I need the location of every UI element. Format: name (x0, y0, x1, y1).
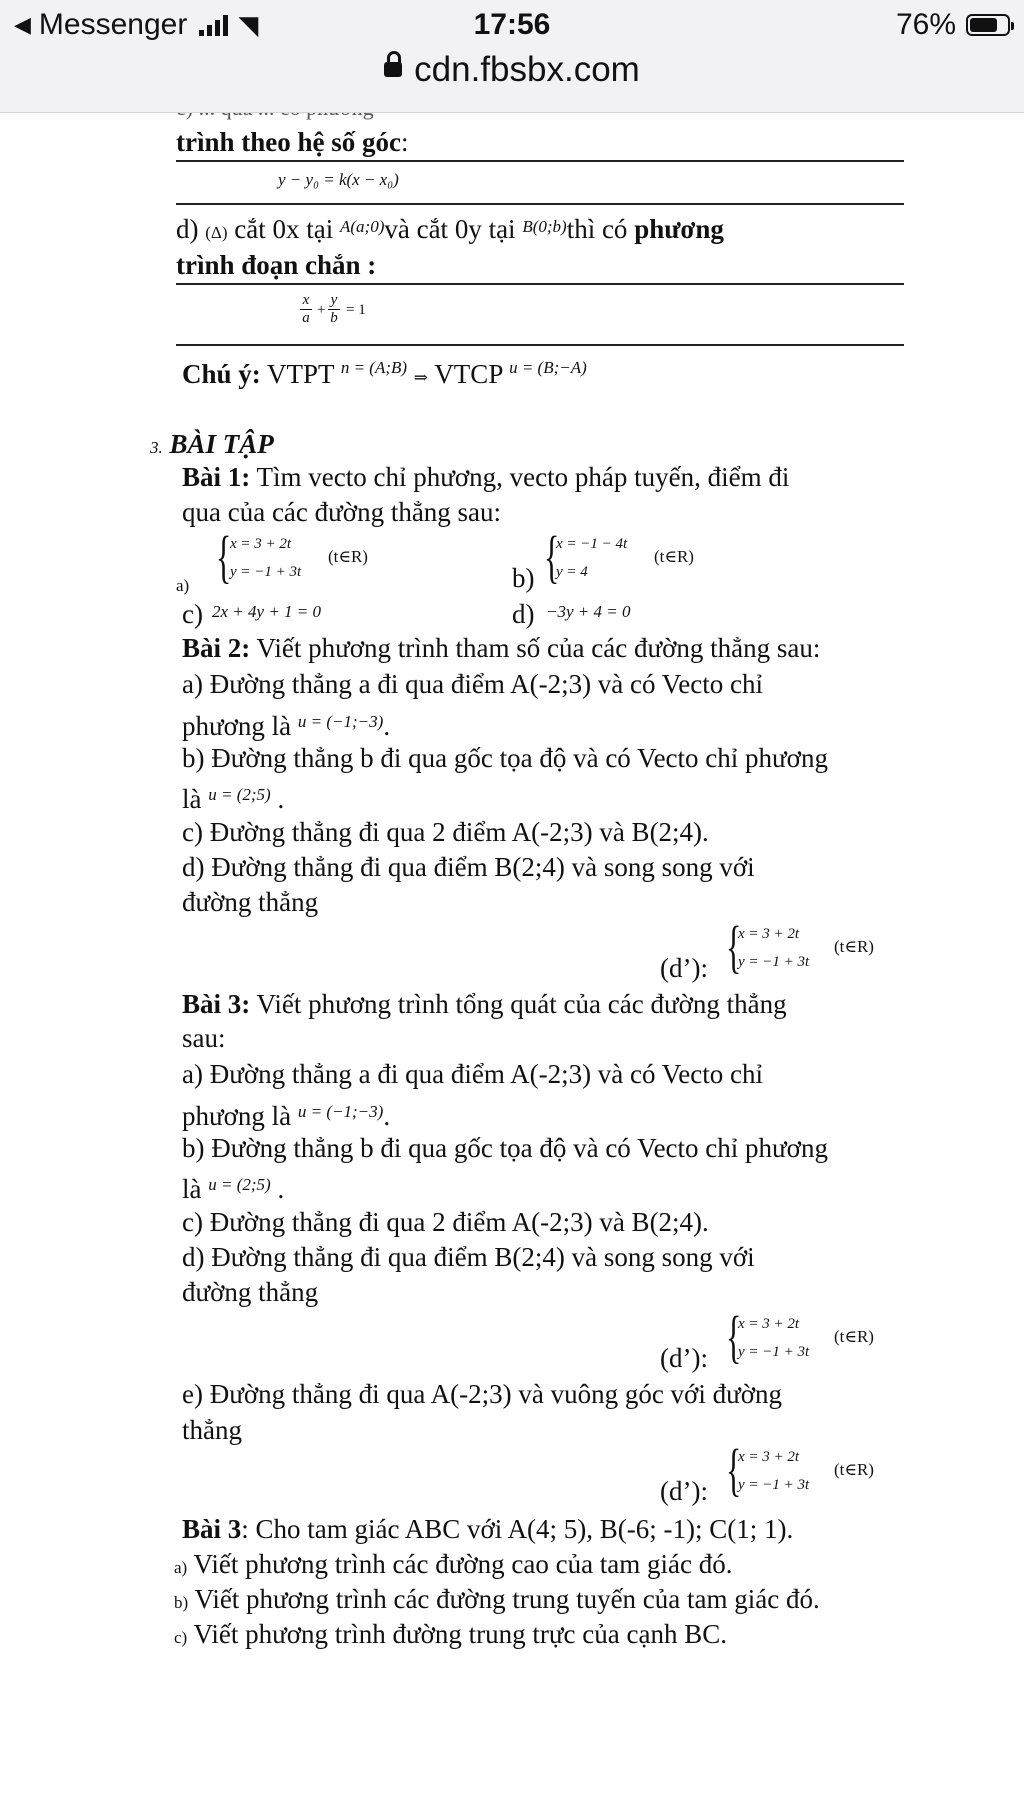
bai2-sys-x: x = 3 + 2t (738, 926, 800, 942)
bai1-b-y: y = 4 (556, 564, 588, 580)
bai2-a-line1: a) Đường thẳng a đi qua điểm A(-2;3) và có Vecto chỉ (182, 669, 764, 699)
bai2-b-line1: b) Đường thẳng b đi qua gốc tọa độ và có Vecto chỉ phương (182, 743, 828, 773)
battery-percent: 76% (895, 8, 956, 41)
bai1-a-y: y = −1 + 3t (230, 564, 302, 580)
divider (176, 203, 904, 205)
bai3-heading-line2: sau: (182, 1023, 226, 1053)
last-a: a) Viết phương trình các đường cao của tam giác đó. (174, 1549, 733, 1579)
bai2-d-line2: đường thẳng (182, 887, 319, 917)
bai3-e-line2: thẳng (182, 1415, 242, 1445)
note-line: Chú ý: VTPT $^{n = (A;B)}$ ⇒ VTCP $^{u = (B;-A)}$ (182, 358, 587, 389)
clock: 17:56 (473, 8, 551, 41)
bai1-b-x: x = −1 − 4t (556, 536, 628, 552)
bai1-c-eq: 2x + 4y + 1 = 0 (212, 602, 322, 621)
bai3-b-line2: là $^{u = (2;5)}$ . (182, 1174, 285, 1204)
brace-icon: { (726, 1437, 742, 1502)
bai3-e-line1: e) Đường thẳng đi qua A(-2;3) và vuông góc với đường (182, 1379, 782, 1409)
bai2-dprime-label: (d’): (660, 953, 708, 983)
divider (176, 283, 904, 285)
bai1-a-cond: (t∈R) (328, 547, 368, 566)
bai3-a-line1: a) Đường thẳng a đi qua điểm A(-2;3) và có Vecto chỉ (182, 1059, 764, 1089)
last-c: c) Viết phương trình đường trung trực của cạnh BC. (174, 1619, 727, 1649)
bai1-a-label: a) (176, 576, 190, 595)
brace-icon: { (216, 524, 232, 589)
intercept-intro: d) (Δ) cắt 0x tại $^{A(a;0)}$và cắt 0y tại $^{B(0;b)}$thì có phương (176, 214, 724, 244)
brace-icon: { (544, 524, 560, 589)
brace-icon: { (726, 914, 742, 979)
bai1-d-eq: −3y + 4 = 0 (546, 602, 631, 621)
slope-formula: y − y₀ = k(x − x₀) (278, 170, 399, 189)
battery-icon (966, 14, 1010, 36)
last-b: b) Viết phương trình các đường trung tuyến của tam giác đó. (174, 1584, 820, 1614)
bai1-a-x: x = 3 + 2t (230, 536, 292, 552)
bai3b-heading: Bài 3: Cho tam giác ABC với A(4; 5), B(-6; -1); C(1; 1). (182, 1514, 794, 1544)
bai3-e-sys-y: y = −1 + 3t (738, 1477, 810, 1493)
status-bar (0, 0, 1024, 113)
bai1-line1: Bài 1: Tìm vecto chỉ phương, vecto pháp tuyến, điểm đi (182, 462, 790, 492)
bai1-c-label: c) (182, 599, 203, 629)
bai2-a-line2: phương là $^{u = (-1;-3)}$. (182, 711, 391, 741)
battery-status (896, 8, 1010, 42)
intercept-title: trình đoạn chắn : (176, 250, 377, 280)
wifi-icon: ◥ (238, 9, 259, 40)
bai2-cond: (t∈R) (834, 937, 874, 956)
address-bar[interactable] (0, 50, 1024, 90)
bai1-line2: qua của các đường thẳng sau: (182, 497, 502, 527)
bai2-d-line1: d) Đường thẳng đi qua điểm B(2;4) và song song với (182, 852, 755, 882)
bai3-c-line: c) Đường thẳng đi qua 2 điểm A(-2;3) và B(2;4). (182, 1207, 709, 1237)
bai3-e-sys-x: x = 3 + 2t (738, 1449, 800, 1465)
bai3-d-line2: đường thẳng (182, 1277, 319, 1307)
bai2-sys-y: y = −1 + 3t (738, 954, 810, 970)
divider (176, 160, 904, 162)
bai1-d-label: d) (512, 599, 535, 629)
bai3-b-line1: b) Đường thẳng b đi qua gốc tọa độ và có Vecto chỉ phương (182, 1133, 828, 1163)
bai2-heading: Bài 2: Viết phương trình tham số của các đường thẳng sau: (182, 633, 821, 663)
bai1-b-cond: (t∈R) (654, 547, 694, 566)
bai3-dprime-label: (d’): (660, 1343, 708, 1373)
bai3-cond: (t∈R) (834, 1327, 874, 1346)
back-arrow-icon: ◀ (14, 12, 31, 37)
bai3-d-line1: d) Đường thẳng đi qua điểm B(2;4) và song song với (182, 1242, 755, 1272)
section-heading: 3. BÀI TẬP (150, 429, 274, 459)
brace-icon: { (726, 1304, 742, 1369)
bai3-sys-x: x = 3 + 2t (738, 1316, 800, 1332)
bai3-e-dprime-label: (d’): (660, 1476, 708, 1506)
bai2-c-line: c) Đường thẳng đi qua 2 điểm A(-2;3) và B(2;4). (182, 817, 709, 847)
bai3-sys-y: y = −1 + 3t (738, 1344, 810, 1360)
bai3-heading: Bài 3: Viết phương trình tổng quát của các đường thẳng (182, 989, 787, 1019)
back-app-label: Messenger (38, 8, 188, 41)
slope-title: trình theo hệ số góc: (176, 127, 409, 157)
url-text: cdn.fbsbx.com (414, 50, 640, 89)
lock-icon (384, 62, 402, 77)
bai1-b-label: b) (512, 563, 535, 593)
document-page: trình theo hệ số góc: y − y₀ = k(x − x₀) d) (Δ) cắt 0x tại $^{A(a;0)}$và cắt 0y tại $^{B(0;b)}$thì có phương trình đoạn chắn : x a + y b = 1 Chú ý: VTPT $^{n = (A;B)}$ ⇒ VTCP $^{u = (B;-A)}$ 3. BÀI TẬP Bài 1: Tìm vecto chỉ phương, vecto pháp tuyến, điểm đi qua của các đường thẳng sau: a) { x = 3 + 2t y = −1 + 3t (t∈R) b) { x = −1 − 4t y = 4 (t∈R) c) 2x + 4y + 1 = 0 d) −3y + 4 = 0 Bài 2: Viết phương trình tham số của các đường thẳng sau: a) Đường thẳng a đi qua điểm A(-2;3) và có Vecto chỉ phương là $^{u = (-1;-3)}$. b) Đường thẳng b đi qua gốc tọa độ và có Vecto chỉ phương là $^{u = (2;5)}$ . c) Đường thẳng đi qua 2 điểm A(-2;3) và B(2;4). d) Đường thẳng đi qua điểm B(2;4) và song song với đường thẳng (d’): { x = 3 + 2t y = −1 + 3t (t∈R) Bài 3: Viết phương trình tổng quát của các đường thẳng sau: a) Đường thẳng a đi qua điểm A(-2;3) và có Vecto chỉ phương là $^{u = (-1;-3)}$. b) Đường thẳng b đi qua gốc tọa độ và có Vecto chỉ phương là $^{u = (2;5)}$ . c) Đường thẳng đi qua 2 điểm A(-2;3) và B(2;4). d) Đường thẳng đi qua điểm B(2;4) và song song với đường thẳng (d’): { x = 3 + 2t y = −1 + 3t (t∈R) e) Đường thẳng đi qua A(-2;3) và vuông góc với đường thẳng (d’): { x = 3 + 2t y = −1 + 3t (t∈R) Bài 3: Cho tam giác ABC với A(4; 5), B(-6; -1); C(1; 1). a) Viết phương trình các đường cao của tam giác đó. b) Viết phương trình các đường trung tuyến của tam giác đó. c) Viết phương trình đường trung trực của cạnh BC. (0, 0, 1024, 1820)
divider (176, 344, 904, 346)
bai3-a-line2: phương là $^{u = (-1;-3)}$. (182, 1101, 391, 1131)
bai2-b-line2: là $^{u = (2;5)}$ . (182, 784, 285, 814)
bai3-e-cond: (t∈R) (834, 1460, 874, 1479)
